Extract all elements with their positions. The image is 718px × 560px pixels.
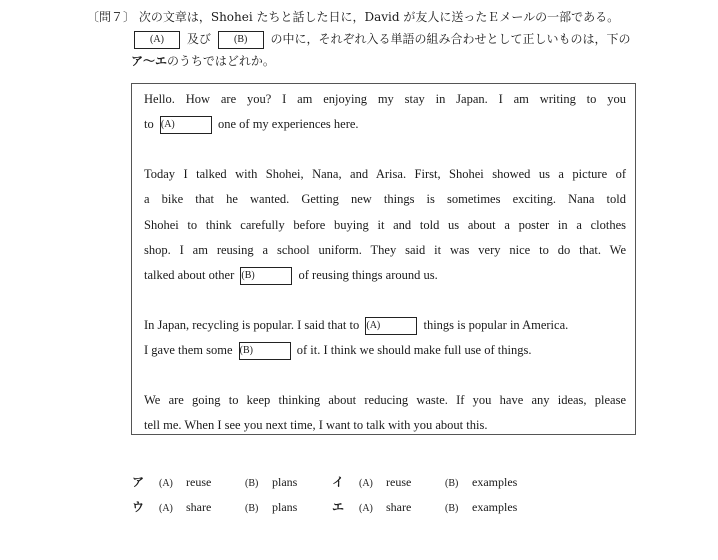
email-line: Shohei to think carefully before buying it and told us about a poster in a clothes xyxy=(144,217,626,232)
choice-mark: ウ xyxy=(132,500,145,514)
email-line: Today I talked with Shohei, Nana, and Arisa. First, Shohei showed us a picture of xyxy=(144,167,626,181)
question-line-2-text: の中に，それぞれ入る単語の組み合わせとして正しいものは，下の xyxy=(270,32,631,46)
email-text: of reusing things around us. xyxy=(298,268,438,283)
email-paragraph-3 xyxy=(144,313,626,364)
email-line xyxy=(144,263,626,288)
email-text: In Japan, recycling is popular. I said that to xyxy=(144,318,360,332)
choice-blank-b-label: (B) xyxy=(445,478,459,489)
email-text: to xyxy=(144,117,154,132)
email-line xyxy=(144,338,626,363)
choice-e[interactable] xyxy=(332,495,528,519)
question-number: 〔問７〕 xyxy=(87,10,136,24)
choice-blank-b-label: (B) xyxy=(445,503,459,514)
email-paragraph-4 xyxy=(144,388,626,439)
email-line: We are going to keep thinking about reducing waste. If you have any ideas, please xyxy=(144,393,626,407)
choice-blank-a-label: (A) xyxy=(359,478,373,489)
email-paragraph-2 xyxy=(144,162,626,288)
choice-word-a: share xyxy=(186,500,212,514)
choice-a[interactable] xyxy=(132,470,328,494)
question-intro-text: 次の文章は，Shohei たちと話した日に，David が友人に送ったＥメールの一部である。 xyxy=(138,10,620,24)
choice-word-a: share xyxy=(386,500,412,514)
blank-b-box: (B) xyxy=(239,342,291,360)
conjunction-text: 及び xyxy=(186,32,211,46)
choice-word-b: plans xyxy=(272,475,298,489)
blank-a-box: (A) xyxy=(365,317,417,335)
blank-a-label: (A) xyxy=(134,31,180,49)
blank-b-box: (B) xyxy=(240,267,292,285)
choice-word-b: plans xyxy=(272,500,298,514)
email-line: a bike that he wanted. Getting new things is sometimes exciting. Nana told xyxy=(144,192,626,207)
email-line: Hello. How are you? I am enjoying my stay in Japan. I am writing to you xyxy=(144,92,626,106)
email-line: tell me. When I see you next time, I want to talk with you about this. xyxy=(144,418,488,433)
choice-blank-b-label: (B) xyxy=(245,503,259,514)
choice-word-a: reuse xyxy=(386,475,412,489)
choice-blank-a-label: (A) xyxy=(359,503,373,514)
choice-blank-a-label: (A) xyxy=(159,503,173,514)
email-line xyxy=(144,313,626,338)
email-line: shop. I am reusing a school uniform. They said it was very nice to do that. We xyxy=(144,242,626,257)
question-line-3 xyxy=(87,50,647,72)
question-line-1 xyxy=(87,6,647,28)
blank-b-label: (B) xyxy=(218,31,264,49)
choice-blank-b-label: (B) xyxy=(245,478,259,489)
choice-range-label: ア～エ xyxy=(131,54,168,68)
email-line xyxy=(144,112,626,137)
choice-word-b: examples xyxy=(472,475,518,489)
email-text: I gave them some xyxy=(144,343,233,358)
question-header xyxy=(87,6,647,72)
choice-mark: ア xyxy=(132,475,145,489)
blank-a-box: (A) xyxy=(160,116,212,134)
email-paragraph-1 xyxy=(144,87,626,138)
email-text: one of my experiences here. xyxy=(217,117,359,132)
email-text: things is popular in America. xyxy=(423,318,569,332)
choice-i[interactable] xyxy=(332,470,528,494)
question-line-2 xyxy=(87,28,647,50)
choice-u[interactable] xyxy=(132,495,328,519)
choice-word-b: examples xyxy=(472,500,518,514)
email-text: of it. I think we should make full use of things. xyxy=(296,343,532,358)
choice-mark: イ xyxy=(332,475,345,489)
email-box xyxy=(131,83,636,435)
choice-mark: エ xyxy=(332,500,345,514)
choice-blank-a-label: (A) xyxy=(159,478,173,489)
question-line-3-text: のうちではどれか。 xyxy=(167,54,275,68)
choice-word-a: reuse xyxy=(186,475,212,489)
email-text: talked about other xyxy=(144,268,235,283)
